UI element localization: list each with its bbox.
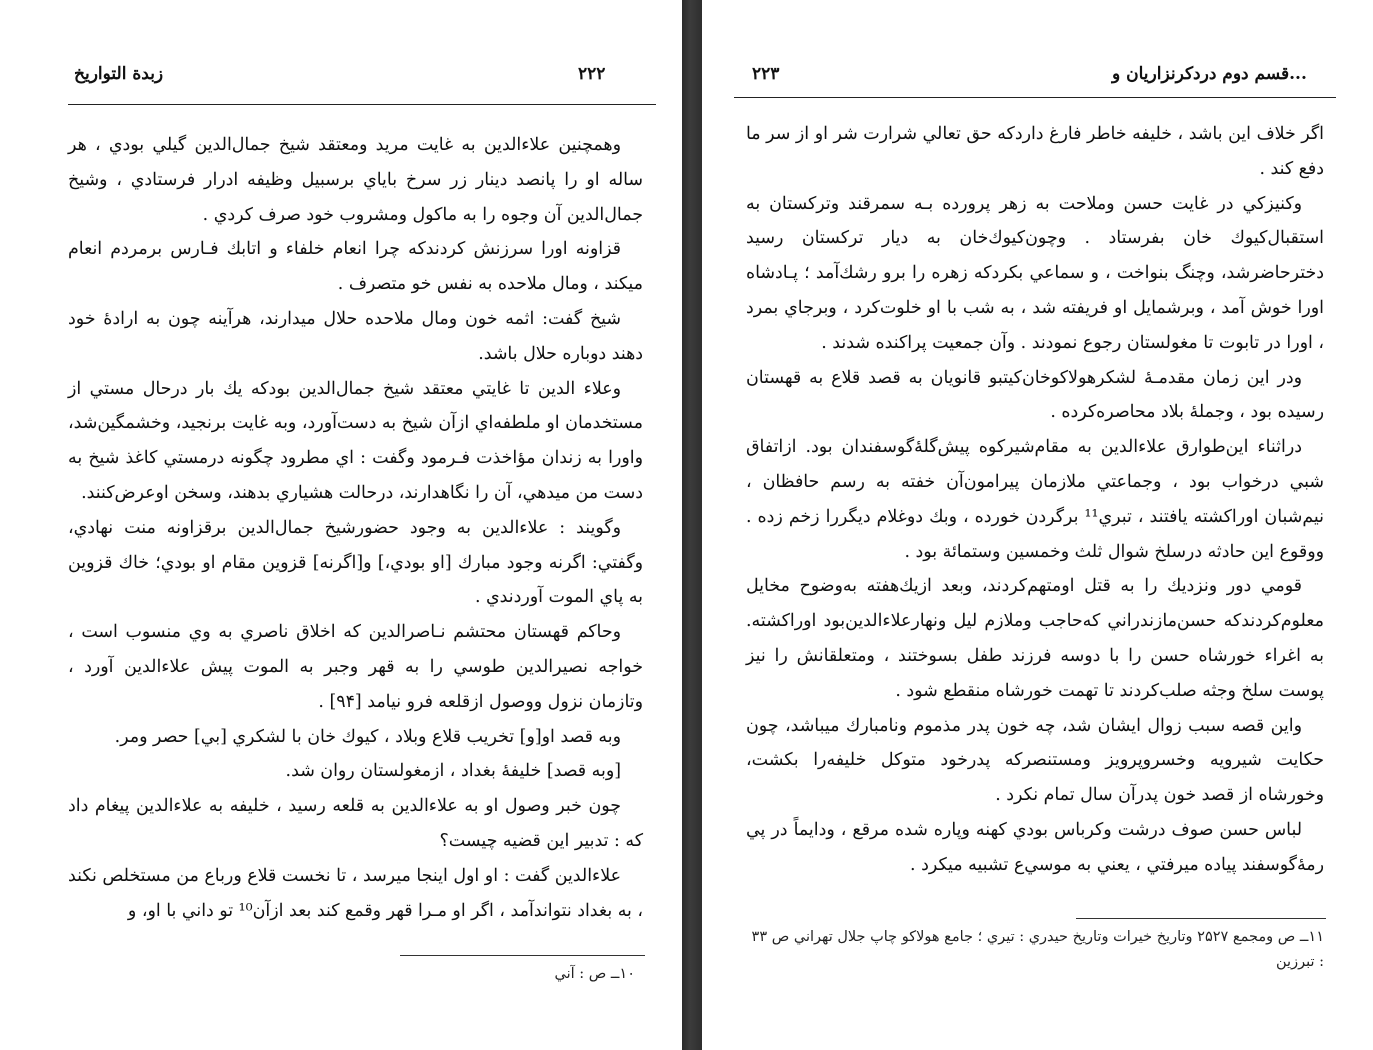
left-paragraph: وهمچنين علاءالدين به غايت مريد ومعتقد شيخ جمال‌الدين گيلي بودي ، هر ساله او را پانصد دينار زر سرخ باياي برسبيل وظيفه ادرار فرستادي ، وشيخ جمال‌الدين آن وجوه را به ماكول ومشروب خود صرف كردي . xyxy=(68,135,643,225)
right-paragraph: وكنيزكي در غايت حسن وملاحت به زهر پرورده بـه سمرقند وتركستان به استقبال‌كيوك خان بفرستاد . وچون‌كيوك‌خان به ديار تركستان رسيد دخترحاضرشد، وچنگ بنواخت ، و سماعي بكردكه زهره را برو رشك‌آمد ؛ پـادشاه اورا خوش آمد ، وبرشمايل او فريفته شد ، به شب با او خلوت‌كرد ، وبرجاي بمرد ، اورا در تابوت تا مغولستان رجوع نمودند . وآن جمعيت پراكنده شدند . xyxy=(746,193,1324,353)
right-paragraph: لباس حسن صوف درشت وكرباس بودي كهنه وپاره شده مرقع ، ودايماً در پي رمهٔ‌گوسفند پياده ميرفتي ، يعني به موسي‌ع تشبيه ميكرد . xyxy=(746,819,1324,875)
left-paragraph: وگويند : علاءالدين به وجود حضورشيخ جمال‌الدين برقزاونه منت نهادي، وگفتي: اگرنه وجود مبارك [او بودي،] و[اگرنه] قزوين مقام او بودي؛ خاك قزوين به پاي الموت آوردندي . xyxy=(68,517,643,608)
left-footnote-rule xyxy=(400,955,645,956)
left-page xyxy=(0,0,682,1050)
left-footnote xyxy=(400,962,635,987)
right-paragraph: قومي دور ونزديك را به قتل اومتهم‌كردند، وبعد ازيك‌هفته به‌وضوح مخايل معلوم‌كردندكه حسن‌مازندراني كه‌حاجب وملازم ليل ونهارعلاءالدين‌بود اوراكشته. به اغراء خورشاه حسن را با دوسه فرزند طفل بسوختند ، ومتعلقانش را نيز پوست سلخ وجثه صلب‌كردند تا تهمت خورشاه منقطع شود . xyxy=(746,576,1324,701)
left-paragraph: وعلاء الدين تا غايتي معتقد شيخ جمال‌الدين بودكه يك بار درحال مستي از مستخدمان او ملطفه‌اي ازآن شيخ به دست‌آورد، وبه غايت برنجيد، وخشمگين‌شد، واورا به زندان مؤاخذت فـرمود وگفت : اي مطرود چگونه درمستي كاغذ شيخ به دست من ميدهي، آن را نگاهدارند، درحالت هشياري بدهند، وسخن اوعرض‌كنند. xyxy=(68,378,643,503)
right-paragraph: ودر اين زمان مقدمـهٔ لشكرهولاكوخان‌كيتبو قانويان به قصد قلاع به قهستان رسيده بود ، وجملهٔ بلاد محاصره‌كرده . xyxy=(746,367,1324,423)
right-page xyxy=(702,0,1373,1050)
left-header-rule xyxy=(68,104,656,105)
left-paragraph: چون خبر وصول او به علاءالدين به قلعه رسيد ، خليفه به علاءالدين پيغام داد كه : تدبير اين قضيه چيست؟ xyxy=(68,796,643,851)
right-page-number: ۲۲۳ xyxy=(752,64,780,84)
right-header-rule xyxy=(734,97,1336,98)
left-running-title: زبدة التواريخ xyxy=(74,64,164,84)
left-paragraph: شيخ گفت: اثمه خون ومال ملاحده حلال ميدارند، هرآينه چون به ارادهٔ خود دهند دوباره حلال باشد. xyxy=(68,308,643,364)
right-paragraph: دراثناء اين‌طوارق علاءالدين به مقام‌شيركوه پيش‌گلهٔ‌گوسفندان بود. ازاتفاق شبي درخواب بود ، وجماعتي ملازمان پيرامون‌آن خفته به رسم حافظان ، نيم‌شبان اوراكشته يافتند ، تبري¹¹ برگردن خورده ، وبك دوغلام ديگررا زخم زده . ووقوع اين حادثه درسلخ شوال ثلث وخمسين وستمائة بود . xyxy=(746,437,1324,562)
left-paragraph: وبه قصد او[و] تخريب قلاع وبلاد ، كيوك خان با لشكري [بي] حصر ومر. xyxy=(114,726,621,747)
left-paragraph: علاءالدين گفت : او اول اينجا ميرسد ، تا نخست قلاع ورباع من مستخلص نكند ، به بغداد نتواندآمد ، اگر او مـرا قهر وقمع كند بعد ازآن¹⁰ تو داني با او، و xyxy=(68,865,643,921)
left-paragraph: قزاونه اورا سرزنش كردندكه چرا انعام خلفاء و اتابك فـارس برمردم انعام ميكند ، ومال ملاحده به نفس خو متصرف . xyxy=(68,239,643,295)
right-footnote-text: ۱۱ــ ص ومجمع ۲۵۲۷ وتاريخ خيرات وتاريخ حيدري : تيري ؛ جامع هولاكو چاپ جلال تهراني ص ۳۳ : تبرزين xyxy=(751,929,1324,970)
right-footnote xyxy=(746,925,1324,975)
left-paragraph: [وبه قصد] خليفهٔ بغداد ، ازمغولستان روان شد. xyxy=(285,761,621,782)
left-body-text xyxy=(68,128,643,928)
left-page-number: ۲۲۲ xyxy=(578,64,606,84)
left-paragraph: وحاكم قهستان محتشم نـاصرالدين كه اخلاق ناصري به وي منسوب است ، خواجه نصيرالدين طوسي را به قهر وجبر به الموت پيش علاءالدين آورد ، وتازمان نزول ووصول ازقلعه فرو نيامد [۹۴] . xyxy=(68,622,643,712)
right-paragraph: واين قصه سبب زوال ايشان شد، چه خون پدر مذموم ونامبارك ميباشد، چون حكايت شيرويه وخسروپرويز ومستنصركه پدرخود متوكل خليفه‌را بكشت، وخورشاه از قصد خون پدرآن سال تمام نكرد . xyxy=(746,715,1324,806)
right-body-text xyxy=(746,117,1324,883)
right-footnote-rule xyxy=(1076,918,1326,919)
right-running-title: قسم دوم دردكرنزاريان و... xyxy=(1112,64,1307,84)
left-footnote-text: ۱۰ــ ص : آني xyxy=(554,966,635,982)
right-paragraph: اگر خلاف اين باشد ، خليفه خاطر فارغ داردكه حق تعالي شرارت شر او از سر ما دفع كند . xyxy=(746,124,1324,179)
book-gutter xyxy=(682,0,702,1050)
